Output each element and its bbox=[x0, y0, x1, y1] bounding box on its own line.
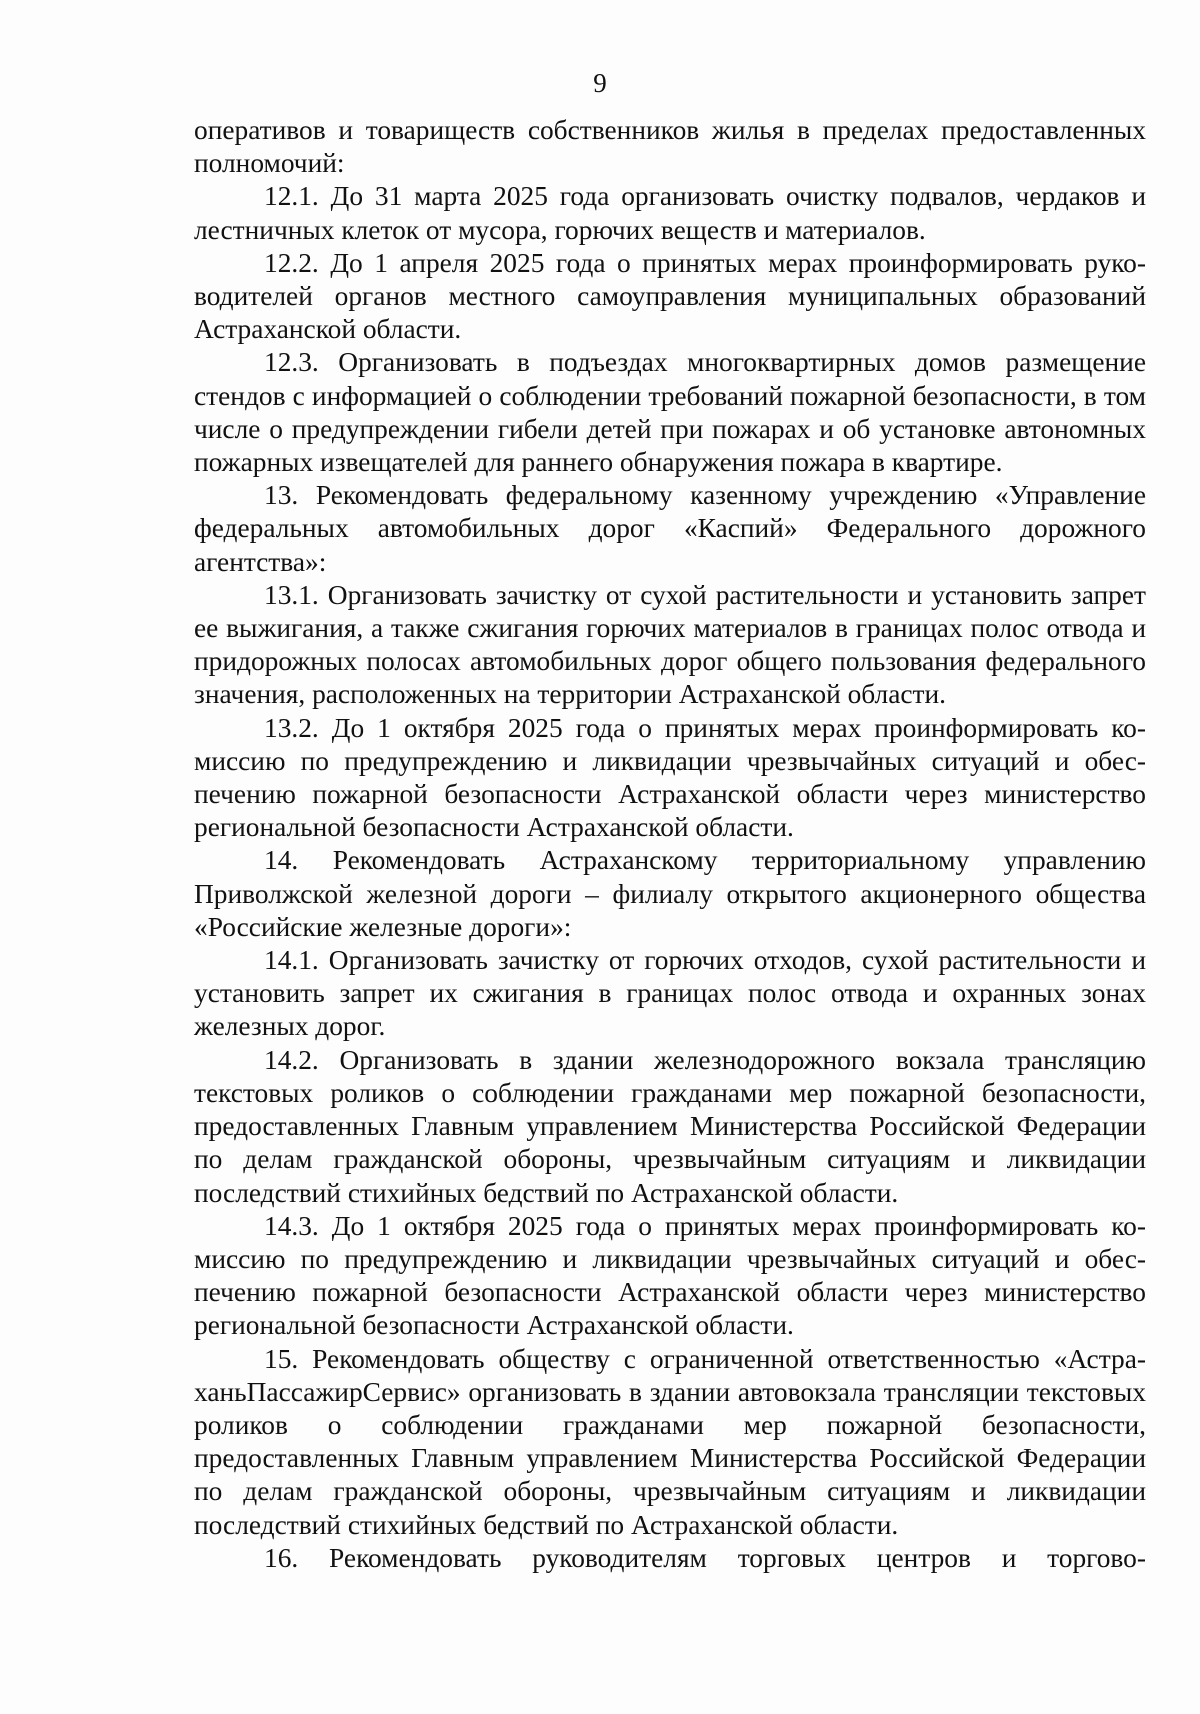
paragraph-14: 14. Рекомендовать Астраханскому территориальному управлению Приволжской железной дороги – филиалу открытого акционерного общества «Российские железные дороги»: bbox=[194, 845, 1146, 942]
paragraph-12-1: 12.1. До 31 марта 2025 года организовать очистку подвалов, чердаков и лестничных клеток от мусора, горючих веществ и материалов. bbox=[194, 181, 1146, 245]
paragraph-13-2: 13.2. До 1 октября 2025 года о принятых мерах проинформировать комиссию по предупреждению и ликвидации чрезвычайных ситуаций и обеспечению пожарной безопасности Астраханской области через министерство региональной безопасности Астраханской области. bbox=[194, 712, 1146, 843]
paragraph-14-1: 14.1. Организовать зачистку от горючих отходов, сухой растительности и установить запрет их сжигания в границах полос отвода и охранных зонах железных дорог. bbox=[194, 945, 1146, 1042]
document-body bbox=[194, 114, 1146, 1575]
paragraph-12-2: 12.2. До 1 апреля 2025 года о принятых мерах проинформировать руководителей органов местного самоуправления муниципальных образований Астраханской области. bbox=[194, 247, 1146, 345]
paragraph-14-2: 14.2. Организовать в здании железнодорожного вокзала трансляцию текстовых роликов о соблюдении гражданами мер пожарной безопасности, предоставленных Главным управлением Министерства Российской Федерации по делам гражданской обороны, чрезвычайным ситуациям и ликвидации последствий стихийных бедствий по Астраханской области. bbox=[194, 1044, 1146, 1208]
page-number: 9 bbox=[593, 68, 607, 98]
paragraph-13-1: 13.1. Организовать зачистку от сухой растительности и установить запрет ее выжигания, а также сжигания горючих материалов в границах полос отвода и придорожных полосах автомобильных дорог общего пользования федерального значения, расположенных на территории Астраханской области. bbox=[194, 579, 1146, 710]
paragraph-13: 13. Рекомендовать федеральному казенному учреждению «Управление федеральных автомобильных дорог «Каспий» Федерального дорожного агентства»: bbox=[194, 480, 1146, 577]
paragraph-12-3: 12.3. Организовать в подъездах многоквартирных домов размещение стендов с информацией о соблюдении требований пожарной безопасности, в том числе о предупреждении гибели детей при пожарах и об установке автономных пожарных извещателей для раннего обнаружения пожара в квартире. bbox=[194, 347, 1146, 478]
paragraph-16: 16. Рекомендовать руководителям торговых центров и торгово- bbox=[264, 1542, 1146, 1573]
paragraph-14-3: 14.3. До 1 октября 2025 года о принятых мерах проинформировать комиссию по предупреждению и ликвидации чрезвычайных ситуаций и обеспечению пожарной безопасности Астраханской области через министерство региональной безопасности Астраханской области. bbox=[194, 1210, 1146, 1341]
paragraph-15: 15. Рекомендовать обществу с ограниченной ответственностью «АстраханьПассажирСервис» организовать в здании автовокзала трансляции текстовых роликов о соблюдении гражданами мер пожарной безопасности, предоставленных Главным управлением Министерства Российской Федерации по делам гражданской обороны, чрезвычайным ситуациям и ликвидации последствий стихийных бедствий по Астраханской области. bbox=[194, 1343, 1146, 1540]
paragraph-continuation: оперативов и товариществ собственников жилья в пределах предоставленных полномочий: bbox=[194, 115, 1146, 179]
